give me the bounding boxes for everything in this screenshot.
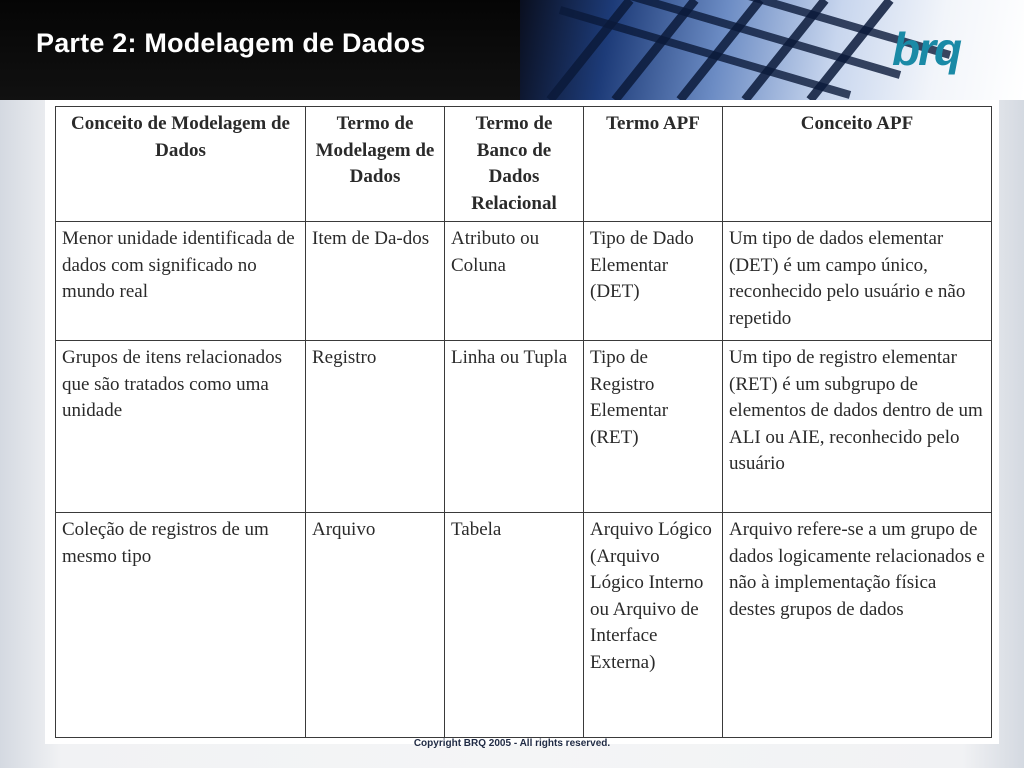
table-cell: Um tipo de registro elementar (RET) é um subgrupo de elementos de dados dentro de um ALI ou AIE, reconhecido pelo usuário [723, 341, 992, 513]
brq-logo [886, 22, 994, 86]
table-cell: Linha ou Tupla [445, 341, 584, 513]
header-cell: Termo de Banco de Dados Relacional [445, 107, 584, 222]
table-cell: Tabela [445, 513, 584, 738]
table-cell: Tipo de Dado Elementar (DET) [584, 222, 723, 341]
table-cell: Grupos de itens relacionados que são tratados como uma unidade [56, 341, 306, 513]
copyright-footer: Copyright BRQ 2005 - All rights reserved. [413, 738, 611, 749]
table-row [56, 513, 992, 738]
logo-text: brq [892, 23, 961, 75]
table-row [56, 222, 992, 341]
slide-title: Parte 2: Modelagem de Dados [36, 28, 426, 58]
table-cell: Coleção de registros de um mesmo tipo [56, 513, 306, 738]
table-header-row [56, 107, 992, 222]
table-cell: Item de Da-dos [306, 222, 445, 341]
table-row [56, 341, 992, 513]
table-cell: Arquivo Lógico (Arquivo Lógico Interno ou Arquivo de Interface Externa) [584, 513, 723, 738]
header-cell: Conceito de Modelagem de Dados [56, 107, 306, 222]
table-cell: Tipo de Registro Elementar (RET) [584, 341, 723, 513]
table-cell: Menor unidade identificada de dados com significado no mundo real [56, 222, 306, 341]
table-cell: Arquivo [306, 513, 445, 738]
header-cell: Termo de Modelagem de Dados [306, 107, 445, 222]
table-cell: Um tipo de dados elementar (DET) é um campo único, reconhecido pelo usuário e não repetido [723, 222, 992, 341]
header-cell: Conceito APF [723, 107, 992, 222]
header-cell: Termo APF [584, 107, 723, 222]
table-cell: Arquivo refere-se a um grupo de dados logicamente relacionados e não à implementação física destes grupos de dados [723, 513, 992, 738]
slide-header [0, 0, 1024, 100]
table-cell: Atributo ou Coluna [445, 222, 584, 341]
apf-comparison-table [55, 106, 992, 738]
table-cell: Registro [306, 341, 445, 513]
